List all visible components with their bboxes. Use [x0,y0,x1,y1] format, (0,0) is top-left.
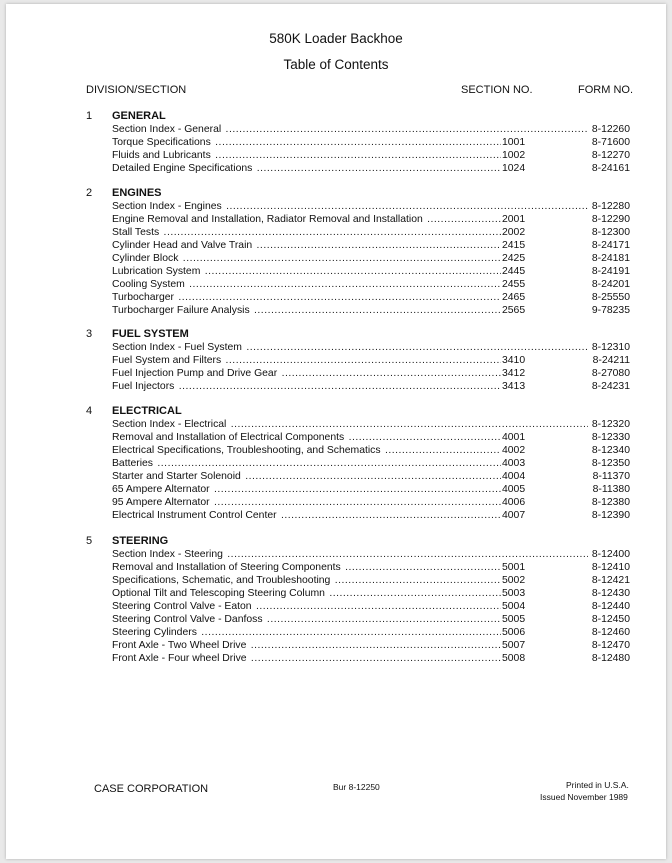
toc-entry [112,483,632,496]
toc-form-number: 8-12450 [591,614,630,625]
toc-entry-label: Section Index - Fuel System [112,342,242,353]
toc-entry-label: Removal and Installation of Steering Components [112,562,341,573]
toc-entry-title [112,431,501,444]
toc-form-number: 8-12350 [591,458,630,469]
division-number: 3 [86,328,93,340]
toc-entry-label: Fuel Injectors [112,381,175,392]
toc-entry-label: Lubrication System [112,266,201,277]
toc-form-number: 8-12421 [591,575,630,586]
toc-entry [112,278,632,291]
toc-entry [112,496,632,509]
division-name: ENGINES [112,187,162,199]
toc-entry-title [112,626,501,639]
footer-issued: Issued November 1989 [540,792,628,802]
toc-section-number: 2002 [502,227,526,238]
division-name: ELECTRICAL [112,405,182,417]
toc-entry [112,509,632,522]
toc-entry [112,252,632,265]
toc-form-number: 8-25550 [591,292,630,303]
division-name: STEERING [112,535,169,547]
toc-entry [112,380,632,393]
toc-form-number: 8-12320 [591,419,630,430]
toc-section-number: 5007 [502,640,526,651]
toc-entry-title [112,483,501,496]
toc-entry [112,239,632,252]
toc-section-number: 2465 [502,292,526,303]
toc-entry-title [112,574,501,587]
toc-entry-title [112,380,501,393]
toc-entry [112,136,632,149]
toc-entry [112,561,632,574]
toc-section-number: 4007 [502,510,526,521]
toc-form-number: 8-12270 [591,150,630,161]
toc-form-number: 8-12290 [591,214,630,225]
toc-entry-title [112,561,501,574]
toc-entry [112,470,632,483]
toc-entry-label: Cooling System [112,279,185,290]
toc-form-number: 8-12460 [591,627,630,638]
toc-entry [112,626,632,639]
toc-section-number: 2425 [502,253,526,264]
toc-entry-label: Electrical Specifications, Troubleshooting, and Schematics [112,445,381,456]
toc-form-number: 8-27080 [591,368,630,379]
toc-entry [112,354,632,367]
toc-entry-title [112,123,588,136]
toc-entry-label: Batteries [112,458,154,469]
document-title: 580K Loader Backhoe [269,31,403,46]
toc-entry-label: Section Index - General [112,124,222,135]
column-header-form: FORM NO. [578,84,633,96]
toc-entry [112,123,632,136]
toc-form-number: 8-12340 [591,445,630,456]
toc-entry-title [112,470,501,483]
footer-company: CASE CORPORATION [94,783,209,795]
toc-entry-title [112,639,501,652]
division-number: 1 [86,110,93,122]
toc-entry [112,213,632,226]
division-number: 4 [86,405,93,417]
toc-entry-list [112,418,632,522]
toc-entry-label: Fuel System and Filters [112,355,222,366]
toc-entry-title [112,418,588,431]
toc-form-number: 8-12480 [591,653,630,664]
toc-form-number: 8-12300 [591,227,630,238]
toc-entry-list [112,123,632,175]
toc-form-number: 8-24231 [591,381,630,392]
toc-section-number: 4003 [502,458,526,469]
toc-entry [112,444,632,457]
toc-entry [112,652,632,665]
toc-entry-label: Turbocharger [112,292,174,303]
toc-form-number: 9-78235 [591,305,630,316]
toc-entry-label: Specifications, Schematic, and Troubleshooting [112,575,331,586]
toc-entry-label: Front Axle - Four wheel Drive [112,653,247,664]
toc-entry-title [112,213,501,226]
toc-form-number: 8-24211 [592,355,630,366]
toc-section-number: 5006 [502,627,526,638]
toc-entry-title [112,136,501,149]
footer-printed: Printed in U.S.A. [566,780,629,790]
toc-entry-label: Front Axle - Two Wheel Drive [112,640,247,651]
toc-entry-title [112,613,501,626]
toc-entry-title [112,278,501,291]
toc-entry-title [112,239,501,252]
toc-entry [112,613,632,626]
toc-entry-title [112,252,501,265]
toc-entry-title [112,457,501,470]
toc-section-number: 4001 [502,432,526,443]
toc-entry [112,341,632,354]
toc-entry [112,431,632,444]
toc-entry-title [112,367,501,380]
toc-entry-label: Fuel Injection Pump and Drive Gear [112,368,278,379]
toc-section-number: 2565 [502,305,526,316]
toc-entry-label: Stall Tests [112,227,160,238]
toc-section-number: 2415 [502,240,526,251]
toc-entry [112,162,632,175]
toc-entry-label: Detailed Engine Specifications [112,163,253,174]
toc-entry-label: Cylinder Head and Valve Train [112,240,253,251]
toc-entry-label: 65 Ampere Alternator [112,484,210,495]
toc-entry [112,200,632,213]
toc-entry-label: Starter and Starter Solenoid [112,471,241,482]
toc-entry [112,291,632,304]
toc-entry-label: Electrical Instrument Control Center [112,510,277,521]
toc-entry-label: Steering Cylinders [112,627,197,638]
toc-entry-title [112,496,501,509]
toc-entry-title [112,291,501,304]
toc-entry-title [112,509,501,522]
toc-form-number: 8-24171 [591,240,630,251]
toc-entry [112,574,632,587]
toc-entry [112,457,632,470]
toc-section-number: 5001 [502,562,526,573]
toc-entry-label: Section Index - Electrical [112,419,227,430]
toc-section-number: 3412 [502,368,526,379]
toc-entry-list [112,200,632,317]
toc-form-number: 8-11370 [592,471,630,482]
toc-entry-title [112,548,588,561]
toc-entry [112,265,632,278]
toc-form-number: 8-24181 [591,253,630,264]
toc-entry-label: 95 Ampere Alternator [112,497,210,508]
toc-entry-label: Optional Tilt and Telescoping Steering Column [112,588,325,599]
toc-form-number: 8-24161 [591,163,630,174]
toc-form-number: 8-24191 [591,266,630,277]
toc-entry-label: Steering Control Valve - Eaton [112,601,252,612]
toc-section-number: 4005 [502,484,526,495]
toc-section-number: 1001 [502,137,526,148]
toc-entry-title [112,162,501,175]
toc-form-number: 8-12260 [591,124,630,135]
toc-section-number: 5008 [502,653,526,664]
toc-entry-label: Removal and Installation of Electrical Components [112,432,345,443]
toc-section-number: 2445 [502,266,526,277]
toc-entry [112,600,632,613]
toc-entry [112,226,632,239]
toc-section-number: 1024 [502,163,526,174]
toc-entry-title [112,200,588,213]
toc-section-number: 5003 [502,588,526,599]
toc-section-number: 4004 [502,471,526,482]
toc-entry [112,639,632,652]
toc-entry-title [112,226,501,239]
toc-entry-label: Turbocharger Failure Analysis [112,305,250,316]
toc-entry [112,304,632,317]
column-header-division: DIVISION/SECTION [86,84,187,96]
toc-form-number: 8-12400 [591,549,630,560]
toc-section-number: 4006 [502,497,526,508]
division-name: FUEL SYSTEM [112,328,189,340]
toc-section-number: 5002 [502,575,526,586]
toc-entry-label: Section Index - Steering [112,549,223,560]
column-header-section: SECTION NO. [461,84,533,96]
toc-entry-title [112,304,501,317]
toc-entry [112,548,632,561]
toc-section-number: 2001 [502,214,526,225]
toc-entry-title [112,149,501,162]
toc-entry-title [112,600,501,613]
footer-bur-number: Bur 8-12250 [333,782,380,792]
toc-entry-title [112,444,501,457]
toc-entry-label: Engine Removal and Installation, Radiator Removal and Installation [112,214,423,225]
toc-section-number: 5005 [502,614,526,625]
toc-entry-title [112,341,588,354]
toc-form-number: 8-71600 [591,137,630,148]
toc-entry [112,367,632,380]
toc-form-number: 8-12430 [591,588,630,599]
toc-entry-list [112,548,632,665]
toc-entry [112,587,632,600]
toc-entry-label: Steering Control Valve - Danfoss [112,614,263,625]
toc-form-number: 8-12380 [591,497,630,508]
division-number: 5 [86,535,93,547]
toc-form-number: 8-12330 [591,432,630,443]
toc-entry-title [112,354,501,367]
toc-entry-label: Cylinder Block [112,253,179,264]
toc-form-number: 8-12310 [591,342,630,353]
toc-entry [112,149,632,162]
toc-form-number: 8-12280 [591,201,630,212]
toc-entry [112,418,632,431]
toc-form-number: 8-12410 [591,562,630,573]
division-name: GENERAL [112,110,166,122]
toc-entry-label: Section Index - Engines [112,201,222,212]
toc-section-number: 5004 [502,601,526,612]
document-subtitle: Table of Contents [283,57,389,72]
toc-entry-title [112,652,501,665]
toc-form-number: 8-11380 [592,484,630,495]
toc-entry-label: Fluids and Lubricants [112,150,211,161]
toc-form-number: 8-24201 [591,279,630,290]
toc-form-number: 8-12390 [591,510,630,521]
toc-entry-title [112,265,501,278]
toc-section-number: 4002 [502,445,526,456]
toc-section-number: 1002 [502,150,526,161]
toc-form-number: 8-12470 [591,640,630,651]
toc-form-number: 8-12440 [591,601,630,612]
toc-entry-title [112,587,501,600]
toc-section-number: 3410 [502,355,526,366]
toc-section-number: 2455 [502,279,526,290]
division-number: 2 [86,187,93,199]
toc-entry-list [112,341,632,393]
toc-entry-label: Torque Specifications [112,137,211,148]
toc-section-number: 3413 [502,381,526,392]
